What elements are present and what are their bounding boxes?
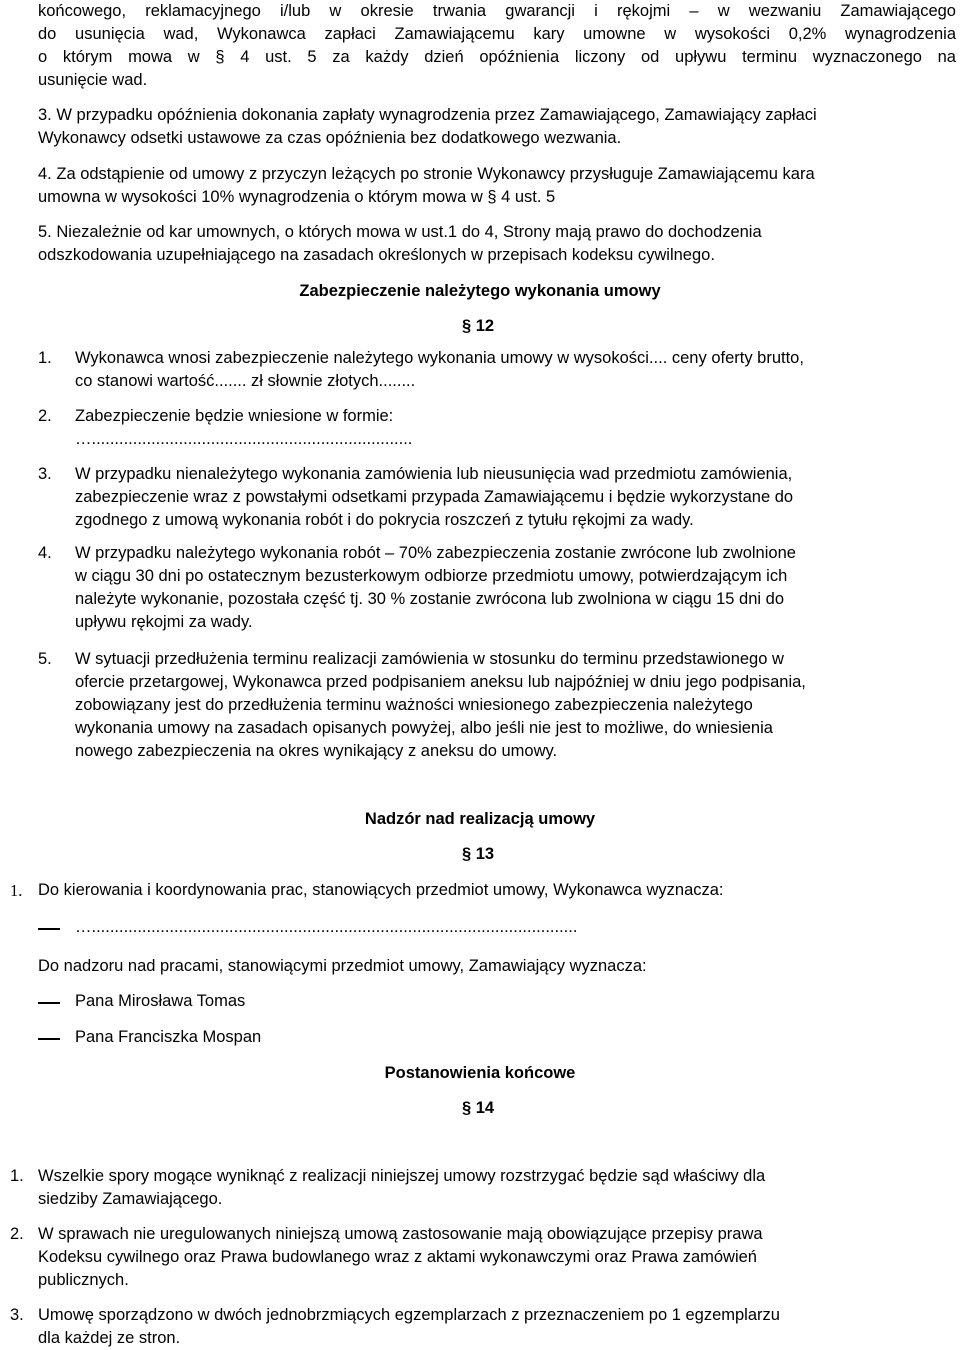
item-number: 2. — [10, 1225, 24, 1243]
item-text-line: Umowę sporządzono w dwóch jednobrzmiących egzemplarzach z przeznaczeniem po 1 egzemplarzu — [38, 1306, 780, 1324]
item-number: 5. — [38, 223, 52, 241]
item-text: Do kierowania i koordynowania prac, stanowiących przedmiot umowy, Wykonawca wyznacza: — [38, 881, 724, 899]
item-text-line: ofercie przetargowej, Wykonawca przed podpisaniem aneksu lub najpóźniej w dniu jego podpisania, — [75, 673, 806, 691]
item-text-line: nowego zabezpieczenia na okres wynikający z aneksu do umowy. — [75, 742, 558, 760]
item-text-line: W sprawach nie uregulowanych niniejszą umową zastosowanie mają obowiązujące przepisy prawa — [38, 1225, 763, 1243]
item-number: 4. — [38, 544, 52, 562]
item-text-line: Kodeksu cywilnego oraz Prawa budowlanego wraz z aktami wykonawczymi oraz Prawa zamówień — [38, 1248, 757, 1266]
paragraph-symbol: § 12 — [462, 317, 495, 335]
item-text-line: Zabezpieczenie będzie wniesione w formie: — [75, 407, 394, 425]
text-line: umowna w wysokości 10% wynagrodzenia o którym mowa w § 4 ust. 5 — [38, 188, 556, 206]
person-name: Pana Mirosława Tomas — [75, 992, 246, 1010]
item-number: 1. — [38, 349, 52, 367]
item-number: 3. — [10, 1306, 24, 1324]
text-line: końcowego, reklamacyjnego i/lub w okresie trwania gwarancji i rękojmi – w wezwaniu Zamawiającego — [38, 2, 956, 20]
item-number: 5. — [38, 650, 52, 668]
item-text-line: wykonania umowy na zasadach opisanych powyżej, albo jeśli nie jest to możliwe, do wniesienia — [75, 719, 773, 737]
item-number: 1. — [10, 1167, 24, 1185]
text-line: odszkodowania uzupełniającego na zasadach określonych w przepisach kodeksu cywilnego. — [38, 246, 715, 264]
paragraph-symbol: § 13 — [462, 845, 495, 863]
placeholder-dots: ….......................................................................................................... — [75, 918, 578, 936]
item-text-line: upływu rękojmi za wady. — [75, 613, 253, 631]
item-text-line: W przypadku nienależytego wykonania zamówienia lub nieusunięcia wad przedmiotu zamówienia, — [75, 465, 793, 483]
text-line: o którym mowa w § 4 ust. 5 za każdy dzień opóźnienia liczony od upływu terminu wyznaczonego na — [38, 48, 956, 66]
item-text-line: co stanowi wartość....... zł słownie złotych........ — [75, 372, 416, 390]
item-text-line: siedziby Zamawiającego. — [38, 1190, 223, 1208]
item-number: 2. — [38, 407, 52, 425]
item-text-line: zobowiązany jest do przedłużenia terminu ważności wniesionego zabezpieczenia należytego — [75, 696, 753, 714]
item-text: Niezależnie od kar umownych, o których mowa w ust.1 do 4, Strony mają prawo do dochodzenia — [56, 223, 762, 241]
person-name: Pana Franciszka Mospan — [75, 1028, 262, 1046]
section-heading: Zabezpieczenie należytego wykonania umowy — [299, 282, 661, 300]
paragraph-4 — [38, 163, 956, 186]
item-text: Za odstąpienie od umowy z przyczyn leżących po stronie Wykonawcy przysługuje Zamawiającemu kara — [56, 165, 815, 183]
item-text-line: zgodnego z umową wykonania robót i do pokrycia roszczeń z tytułu rękojmi za wady. — [75, 511, 694, 529]
item-text-line: w ciągu 30 dni po ostatecznym bezusterkowym odbiorze przedmiotu umowy, potwierdzającym ich — [75, 567, 788, 585]
dash-marker — [38, 1038, 60, 1040]
text-line: do usunięcia wad, Wykonawca zapłaci Zamawiającemu kary umowne w wysokości 0,2% wynagrodzenia — [38, 25, 956, 43]
item-number: 3. — [38, 106, 52, 124]
item-text-line: Wykonawca wnosi zabezpieczenie należytego wykonania umowy w wysokości.... ceny oferty brutto, — [75, 349, 804, 367]
item-text-line: Wszelkie spory mogące wyniknąć z realizacji niniejszej umowy rozstrzygać będzie sąd właściwy dla — [38, 1167, 766, 1185]
item-text-line: należyte wykonanie, pozostała część tj. 30 % zostanie zwrócona lub zwolniona w ciągu 15 dni do — [75, 590, 784, 608]
item-number: 1. — [10, 881, 23, 900]
text-line: usunięcie wad. — [38, 71, 148, 89]
item-text-line: W sytuacji przedłużenia terminu realizacji zamówienia w stosunku do terminu przedstawionego w — [75, 650, 784, 668]
item-text-line: publicznych. — [38, 1271, 129, 1289]
paragraph-symbol: § 14 — [462, 1099, 495, 1117]
section-heading: Nadzór nad realizacją umowy — [364, 810, 596, 828]
item-number: 4. — [38, 165, 52, 183]
paragraph-3 — [38, 104, 956, 127]
dash-marker — [38, 928, 60, 930]
dash-marker — [38, 1002, 60, 1004]
item-number: 3. — [38, 465, 52, 483]
item-text-line: …...................................................................... — [75, 430, 413, 448]
section-heading: Postanowienia końcowe — [384, 1064, 576, 1082]
text-line: Wykonawcy odsetki ustawowe za czas opóźnienia bez dodatkowego wezwania. — [38, 129, 622, 147]
item-text-line: dla każdej ze stron. — [38, 1329, 181, 1347]
item-text: W przypadku opóźnienia dokonania zapłaty wynagrodzenia przez Zamawiającego, Zamawiający zapłaci — [56, 106, 817, 124]
item-text-line: zabezpieczenie wraz z powstałymi odsetkami przypada Zamawiającemu i będzie wykorzystane do — [75, 488, 794, 506]
paragraph-5 — [38, 221, 956, 244]
item-text: Do nadzoru nad pracami, stanowiącymi przedmiot umowy, Zamawiający wyznacza: — [38, 957, 647, 975]
item-text-line: W przypadku należytego wykonania robót – 70% zabezpieczenia zostanie zwrócone lub zwolnione — [75, 544, 796, 562]
